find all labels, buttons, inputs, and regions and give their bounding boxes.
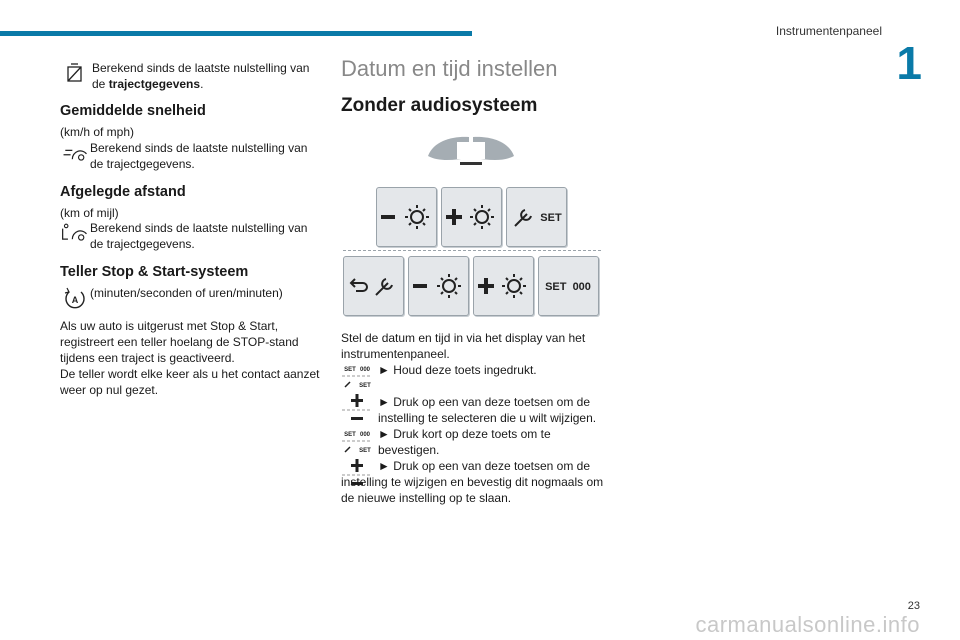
- svg-text:A: A: [71, 295, 79, 305]
- stopstart-unit: (minuten/seconden of uren/minuten): [90, 286, 283, 300]
- stopstart-paragraph-2: De teller wordt elke keer als u het contact aanzet weer op nul gezet.: [60, 367, 320, 397]
- page-number: 23: [907, 600, 920, 612]
- wrench-set-button[interactable]: [506, 187, 567, 247]
- datetime-intro: Stel de datum en tijd in via het display van het instrumentenpaneel.: [341, 331, 586, 361]
- back-wrench-button[interactable]: [343, 256, 404, 316]
- mini-set-label-4: SET: [359, 448, 371, 454]
- section-title: Instrumentenpaneel: [775, 24, 882, 38]
- trip-reset-icon: [62, 60, 92, 86]
- plus-brightness-icon: [442, 188, 501, 246]
- set-000-mini-icon-2: [341, 428, 373, 458]
- stopstart-paragraph: [60, 318, 326, 398]
- stopstart-paragraph-1: Als uw auto is uitgerust met Stop & Start, registreert een teller hoelang de STOP-stand tijdens een traject is geactiveerd.: [60, 319, 299, 365]
- intro-text-end: .: [200, 77, 204, 91]
- distance-icon: [60, 220, 90, 246]
- step-4: ► Druk op een van deze toetsen om de instelling te wijzigen en bevestig dit nogmaals om de nieuwe instelling op te slaan.: [341, 459, 604, 505]
- step-3: ► Druk kort op deze toets om te bevestigen.: [378, 427, 551, 457]
- intro-text-bold: trajectgegevens: [108, 77, 201, 91]
- intro-text: Berekend sinds de laatste nulstelling van: [92, 61, 310, 75]
- set-000-label: SET 000: [545, 281, 591, 293]
- avg-speed-title: Gemiddelde snelheid: [60, 103, 206, 119]
- no-audio-subtitle: Zonder audiosysteem: [341, 95, 538, 116]
- mini-set-label-3: SET: [344, 432, 356, 438]
- mini-000-label: 000: [359, 367, 371, 373]
- stopstart-title: Teller Stop & Start-systeem: [60, 264, 249, 280]
- plus-minus-mini-icon: [341, 393, 373, 425]
- watermark: carmanualsonline.info: [695, 612, 920, 637]
- stopstart-row: [60, 285, 283, 311]
- brightness-plus-button[interactable]: [441, 187, 502, 247]
- set-label: SET: [540, 212, 562, 224]
- brightness-plus-button-2[interactable]: [473, 256, 534, 316]
- avg-speed-row: [60, 140, 322, 172]
- brightness-minus-button[interactable]: [376, 187, 437, 247]
- instrument-panel-icon: [424, 132, 518, 170]
- mini-set-label: SET: [344, 367, 356, 373]
- step-2: ► Druk op een van deze toetsen om de instelling te selecteren die u wilt wijzigen.: [378, 395, 597, 425]
- mini-000-label-2: 000: [359, 432, 371, 438]
- intro-row: [62, 60, 322, 92]
- header-bar: [0, 31, 472, 36]
- distance-unit: (km of mijl): [60, 206, 119, 220]
- chapter-number: 1: [896, 37, 922, 89]
- panel-divider: [343, 250, 601, 251]
- stop-start-icon: [60, 285, 90, 311]
- avg-speed-text: Berekend sinds de laatste nulstelling van de trajectgegevens.: [90, 141, 308, 171]
- distance-text: Berekend sinds de laatste nulstelling van de trajectgegevens.: [90, 221, 308, 251]
- average-speed-icon: [60, 140, 90, 166]
- plus-brightness-icon: [474, 257, 533, 315]
- set-000-mini-icon: [341, 363, 373, 393]
- wrench-icon: [507, 188, 566, 246]
- distance-title: Afgelegde afstand: [60, 184, 186, 200]
- back-arrow-icon: [344, 257, 403, 315]
- set-000-button[interactable]: [538, 256, 599, 316]
- distance-row: [60, 220, 322, 252]
- avg-speed-unit: (km/h of mph): [60, 125, 135, 139]
- minus-brightness-icon: [377, 188, 436, 246]
- brightness-minus-button-2[interactable]: [408, 256, 469, 316]
- mini-set-label-2: SET: [359, 383, 371, 389]
- set-000-icon: [539, 257, 598, 315]
- minus-brightness-icon: [409, 257, 468, 315]
- step-1: ► Houd deze toets ingedrukt.: [378, 363, 537, 377]
- intro-text-b: de: [92, 77, 109, 91]
- datetime-title: Datum en tijd instellen: [341, 56, 558, 81]
